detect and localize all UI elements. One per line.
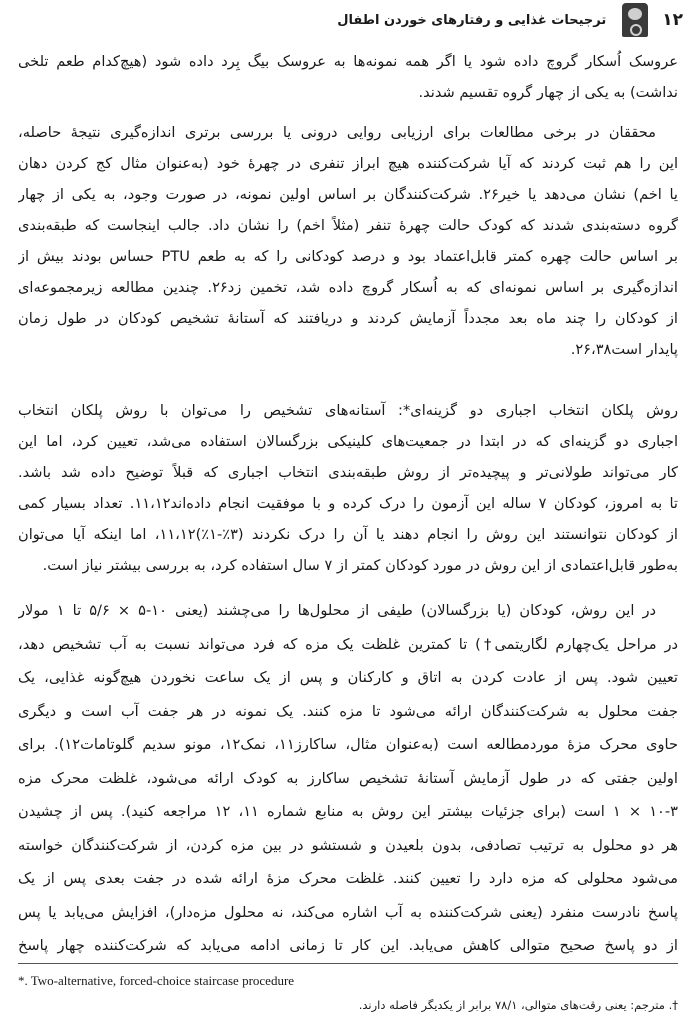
text-line: از دو پاسخ صحیح متوالی کاهش می‌یابد. این کار تا زمانی ادامه می‌یابد که شرکت‌کننده چهار پاسخ bbox=[18, 937, 678, 954]
text-line: گروه دسته‌بندی شدند که کودک حالت چهرهٔ تنفر (مثلاً اخم) را نشان داد. جالب اینجاست که طبقه‌بندی bbox=[18, 217, 678, 234]
text-line: ۱۰-۳ × ۱ است (برای جزئیات بیشتر این روش به منابع شماره ۱۱، ۱۲ مراجعه کنید). پس از چشیدن bbox=[18, 803, 678, 820]
text-line: این را هم ثبت کردند که آیا شرکت‌کننده هیچ ابراز تنفری در چهرهٔ خود (به‌عنوان مثال کج کردن دهان bbox=[18, 155, 678, 172]
text-line: کار می‌تواند طولانی‌تر و پیچیده‌تر از روش طبقه‌بندی انتخاب اجباری که قبلاً توضیح داده شد باشد. bbox=[18, 464, 678, 481]
text-line: نداشت) به یکی از چهار گروه تقسیم شدند. bbox=[418, 84, 678, 101]
text-line: حاوی محرک مزهٔ موردمطالعه است (به‌عنوان مثال، ساکارز۱۱، نمک۱۲، مونو سدیم گلوتامات۱۲). برای bbox=[18, 736, 678, 753]
paragraph-procedure bbox=[18, 594, 678, 963]
page-header bbox=[337, 2, 683, 38]
paragraph-face-expression bbox=[18, 117, 678, 365]
footnote-english: *. Two-alternative, forced-choice staircase procedure bbox=[18, 973, 295, 988]
text-line: روش پلکان انتخاب اجباری دو گزینه‌ای*: آستانه‌های تشخیص را می‌توان با روش پلکان انتخاب bbox=[18, 402, 678, 419]
text-line: در این روش، کودکان (یا بزرگسالان) طیفی از محلول‌ها را می‌چشند (یعنی ۱۰-۵ × ۵/۶ تا ۱ مولار bbox=[18, 602, 656, 619]
text-line: از کودکان را چند ماه بعد مجدداً آزمایش کردند و دریافتند که آستانهٔ تشخیص کودکان در طول زمان bbox=[18, 310, 678, 327]
book-chapter-icon bbox=[622, 3, 648, 37]
running-title: ترجیحات غذایی و رفتارهای خوردن اطفال bbox=[337, 12, 607, 28]
text-line: از کودکان نتوانستند این روش را انجام دهند یا آن را درک نکردند (۳٪-۱٪)۱۱،۱۲، اما اینکه آیا می‌توان bbox=[18, 526, 678, 543]
text-line: به‌طور قابل‌اعتمادی از این روش در مورد کودکان کمتر از ۷ سال استفاده کرد، به بررسی بیشتر نیاز است. bbox=[42, 557, 678, 574]
text-line: می‌شود محلولی که مزه دارد را تعیین کنند. غلظت محرک مزهٔ ارائه شده در جفت بعدی پس از یک bbox=[18, 870, 678, 887]
text-line: اندازه‌گیری بر اساس نمونه‌ای که به اُسکار گروچ داده شد، تخمین زد۲۶. چندین مطالعه زیرمجموعه‌ای bbox=[18, 279, 678, 296]
text-line: جفت محلول به شرکت‌کنندگان ارائه می‌شود تا مزه کنند. یک نمونه در هر جفت آب است و دیگری bbox=[18, 702, 678, 720]
text-line: پاسخ نادرست منفرد (یعنی شرکت‌کننده به آب اشاره می‌کند، نه محلول مزه‌دار)، افزایش می‌یابد یا پس bbox=[18, 903, 678, 921]
text-line: پایدار است۲۶،۳۸. bbox=[570, 341, 678, 358]
paragraph-staircase-method bbox=[18, 395, 678, 581]
text-line: هر دو محلول به ترتیب تصادفی، بدون بلعیدن و شستشو در بین مزه کردن، از شرکت‌کنندگان خواسته bbox=[18, 836, 678, 854]
text-line: اولین جفتی که در طول آزمایش آستانهٔ تشخیص ساکارز به کودک ارائه می‌شود، غلظت محرک مزه bbox=[18, 769, 678, 787]
footnote-translator: †. مترجم: یعنی رقت‌های متوالی، ۷۸/۱ برابر از یکدیگر فاصله دارند. bbox=[358, 998, 678, 1012]
paragraph-continuation bbox=[18, 46, 678, 108]
text-line: در مراحل یک‌چهارم لگاریتمی†) تا کمترین غلظت یک مزه که فرد می‌تواند نسبت به آب تشخیص دهد، bbox=[18, 635, 678, 653]
text-line: تا به امروز، کودکان ۷ ساله این آزمون را درک کرده و با موفقیت انجام داده‌اند۱۱،۱۲. تعداد بسیار کمی bbox=[18, 495, 678, 512]
text-line: بر اساس حالت چهره کمتر قابل‌اعتماد بود و درصد کودکانی را که به طعم PTU حساس بودند بیش از bbox=[18, 248, 678, 265]
text-line: یا اخم) نشان می‌دهد یا خیر۲۶. شرکت‌کنندگان بر اساس اولین نمونه، در صورت وجود، به یکی از چهار bbox=[18, 186, 678, 203]
text-line: تعیین شود. پس از عادت کردن به اتاق و کارکنان و پس از یک ساعت نخوردن هیچ‌گونه غذایی، یک bbox=[18, 669, 678, 686]
text-line: محققان در برخی مطالعات برای ارزیابی روایی درونی یا بررسی برتری اندازه‌گیری نتیجهٔ حاصله، bbox=[18, 124, 656, 141]
text-line: اجباری دو گزینه‌ای که در ابتدا در جمعیت‌های کلینیکی بزرگسالان استفاده می‌شد، تعیین کرد، اما این bbox=[18, 433, 678, 450]
footnote-divider bbox=[18, 963, 678, 964]
page-number: ۱۲ bbox=[662, 10, 683, 30]
text-line: عروسک اُسکار گروچ داده شود یا اگر همه نمونه‌ها به عروسک بیگ بِرد داده شود (هیچ‌کدام طعم تلخی bbox=[18, 53, 678, 70]
